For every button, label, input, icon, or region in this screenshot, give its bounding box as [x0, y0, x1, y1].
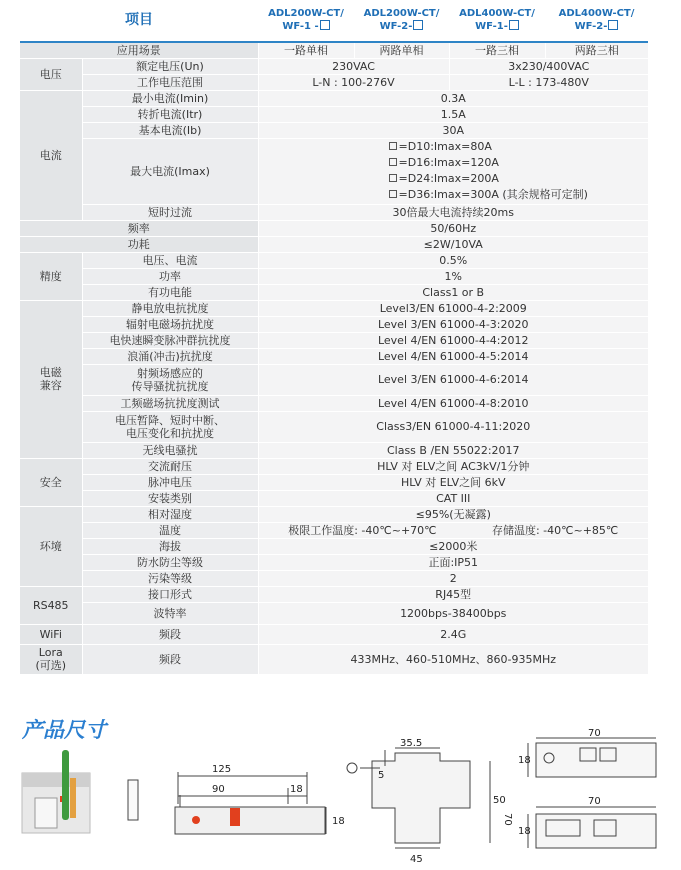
row-safety-2	[20, 474, 648, 490]
value-power: ≤2W/10VA	[258, 236, 648, 252]
dim-front-18b: 18	[332, 816, 345, 827]
row-accuracy-vi	[20, 252, 648, 268]
imax-line-2	[389, 155, 588, 171]
value-accuracy-power: 1%	[258, 268, 648, 284]
checkbox-icon	[389, 142, 397, 150]
checkbox-icon	[509, 20, 519, 30]
group-accuracy: 精度	[20, 252, 82, 300]
value-temperature	[258, 522, 648, 538]
value-application-1: 一路单相	[258, 42, 354, 58]
model-4-line1: ADL400W-CT/	[558, 8, 635, 19]
value-accuracy-vi: 0.5%	[258, 252, 648, 268]
row-ip	[20, 554, 648, 570]
value-frequency: 50/60Hz	[258, 220, 648, 236]
imax-line-1-text: =D10:Imax=80A	[398, 140, 492, 153]
row-accuracy-energy	[20, 284, 648, 300]
checkbox-icon	[413, 20, 423, 30]
label-safety-3: 安装类别	[82, 490, 258, 506]
row-emc-8	[20, 442, 648, 458]
label-emc-7	[82, 411, 258, 442]
value-rs485-baud: 1200bps-38400bps	[258, 602, 648, 624]
top-view-drawing	[528, 738, 656, 777]
value-safety-1: HLV 对 ELV之间 AC3kV/1分钟	[258, 458, 648, 474]
row-short-overcurrent	[20, 204, 648, 220]
group-environment: 环境	[20, 506, 82, 586]
label-rated-voltage: 额定电压(Un)	[82, 58, 258, 74]
checkbox-icon	[389, 190, 397, 198]
label-short-overcurrent: 短时过流	[82, 204, 258, 220]
label-lora: 频段	[82, 644, 258, 674]
label-emc-5-line1: 射频场感应的	[137, 366, 203, 380]
bottom-view-drawing	[528, 807, 656, 848]
header-title-cell	[20, 0, 258, 42]
value-rated-voltage-2: 3x230/400VAC	[449, 58, 648, 74]
label-accuracy-power: 功率	[82, 268, 258, 284]
model-4-line2: WF-2-	[574, 21, 608, 32]
label-emc-3: 电快速瞬变脉冲群抗扰度	[82, 332, 258, 348]
value-emc-1: Level3/EN 61000-4-2:2009	[258, 300, 648, 316]
group-safety: 安全	[20, 458, 82, 506]
row-altitude	[20, 538, 648, 554]
dimensions-title: 产品尺寸	[22, 718, 106, 742]
label-application: 应用场景	[20, 42, 258, 58]
label-imin: 最小电流(Imin)	[82, 90, 258, 106]
model-4	[545, 0, 648, 42]
dim-bottom-18: 18	[518, 826, 531, 837]
value-itr: 1.5A	[258, 106, 648, 122]
header-row	[20, 0, 648, 42]
value-pollution: 2	[258, 570, 648, 586]
group-emc	[20, 300, 82, 458]
row-safety-3	[20, 490, 648, 506]
value-application-2: 两路单相	[354, 42, 449, 58]
label-emc-4: 浪涌(冲击)抗扰度	[82, 348, 258, 364]
label-safety-1: 交流耐压	[82, 458, 258, 474]
model-1	[258, 0, 354, 42]
row-power	[20, 236, 648, 252]
row-ib	[20, 122, 648, 138]
label-accuracy-energy: 有功电能	[82, 284, 258, 300]
label-safety-2: 脉冲电压	[82, 474, 258, 490]
model-3-line1: ADL400W-CT/	[459, 8, 535, 19]
value-temperature-storage: 存储温度: -40℃~+85℃	[491, 523, 619, 537]
label-frequency: 频率	[20, 220, 258, 236]
value-voltage-range-1: L-N : 100-276V	[258, 74, 449, 90]
label-temperature: 温度	[82, 522, 258, 538]
imax-line-4	[389, 187, 588, 203]
dim-side-5: 5	[378, 770, 385, 781]
row-emc-6	[20, 395, 648, 411]
group-current: 电流	[20, 90, 82, 220]
label-emc-5-line2: 传导骚扰抗扰度	[131, 379, 209, 393]
row-humidity	[20, 506, 648, 522]
value-ib: 30A	[258, 122, 648, 138]
row-imax	[20, 138, 648, 204]
value-short-overcurrent: 30倍最大电流持续20ms	[258, 204, 648, 220]
value-emc-8: Class B /EN 55022:2017	[258, 442, 648, 458]
group-lora	[20, 644, 82, 674]
label-emc-1: 静电放电抗扰度	[82, 300, 258, 316]
label-power: 功耗	[20, 236, 258, 252]
row-emc-3	[20, 332, 648, 348]
dim-front-90: 90	[212, 784, 225, 795]
label-emc-8: 无线电骚扰	[82, 442, 258, 458]
checkbox-icon	[608, 20, 618, 30]
row-imin	[20, 90, 648, 106]
dim-bottom-70: 70	[588, 796, 601, 807]
model-2-line1: ADL200W-CT/	[363, 8, 440, 19]
imax-line-3	[389, 171, 588, 187]
row-itr	[20, 106, 648, 122]
label-rs485-iface: 接口形式	[82, 586, 258, 602]
dim-side-70: 70	[502, 813, 513, 826]
value-wifi: 2.4G	[258, 624, 648, 644]
row-pollution	[20, 570, 648, 586]
row-emc-4	[20, 348, 648, 364]
model-2-line2: WF-2-	[379, 21, 413, 32]
label-itr: 转折电流(Itr)	[82, 106, 258, 122]
label-pollution: 污染等级	[82, 570, 258, 586]
label-ip: 防水防尘等级	[82, 554, 258, 570]
group-lora-line2: (可选)	[35, 659, 67, 672]
value-emc-5: Level 3/EN 61000-4-6:2014	[258, 364, 648, 395]
model-1-line2: WF-1 -	[282, 21, 319, 32]
dim-top-70: 70	[588, 728, 601, 739]
value-emc-2: Level 3/EN 61000-4-3:2020	[258, 316, 648, 332]
value-emc-7: Class3/EN 61000-4-11:2020	[258, 411, 648, 442]
row-voltage-range	[20, 74, 648, 90]
value-voltage-range-2: L-L : 173-480V	[449, 74, 648, 90]
row-frequency	[20, 220, 648, 236]
side-view-drawing	[347, 748, 490, 848]
dim-front-125: 125	[212, 764, 232, 775]
imax-line-2-text: =D16:Imax=120A	[398, 156, 499, 169]
row-safety-1	[20, 458, 648, 474]
label-emc-7-line2: 电压变化和抗扰度	[126, 426, 214, 440]
group-emc-line1: 电磁	[39, 366, 62, 379]
imax-line-4-text: =D36:Imax=300A (其余规格可定制)	[398, 188, 588, 201]
row-emc-1	[20, 300, 648, 316]
value-emc-3: Level 4/EN 61000-4-4:2012	[258, 332, 648, 348]
value-rated-voltage-1: 230VAC	[258, 58, 449, 74]
spec-table	[20, 0, 648, 675]
value-application-4: 两路三相	[545, 42, 648, 58]
label-humidity: 相对湿度	[82, 506, 258, 522]
value-temperature-operating: 极限工作温度: -40℃~+70℃	[288, 523, 437, 537]
label-wifi: 频段	[82, 624, 258, 644]
header-title: 项目	[125, 12, 153, 28]
dim-front-18a: 18	[290, 784, 303, 795]
row-lora	[20, 644, 648, 674]
row-emc-5	[20, 364, 648, 395]
label-altitude: 海拔	[82, 538, 258, 554]
group-lora-line1: Lora	[38, 646, 63, 659]
group-rs485: RS485	[20, 586, 82, 624]
model-1-line1: ADL200W-CT/	[268, 8, 344, 19]
group-wifi: WiFi	[20, 624, 82, 644]
dim-side-35: 35.5	[400, 738, 423, 749]
value-lora: 433MHz、460-510MHz、860-935MHz	[258, 644, 648, 674]
value-accuracy-energy: Class1 or B	[258, 284, 648, 300]
dim-side-50: 50	[493, 795, 506, 806]
row-application	[20, 42, 648, 58]
value-safety-2: HLV 对 ELV之间 6kV	[258, 474, 648, 490]
label-ib: 基本电流(Ib)	[82, 122, 258, 138]
label-emc-5	[82, 364, 258, 395]
value-rs485-iface: RJ45型	[258, 586, 648, 602]
label-emc-2: 辐射电磁场抗扰度	[82, 316, 258, 332]
label-rs485-baud: 波特率	[82, 602, 258, 624]
checkbox-icon	[389, 158, 397, 166]
row-accuracy-power	[20, 268, 648, 284]
value-ip: 正面:IP51	[258, 554, 648, 570]
value-application-3: 一路三相	[449, 42, 545, 58]
label-emc-7-line1: 电压暂降、短时中断、	[115, 413, 225, 427]
row-rs485-baud	[20, 602, 648, 624]
model-3	[449, 0, 545, 42]
value-altitude: ≤2000米	[258, 538, 648, 554]
label-emc-6: 工频磁场抗扰度测试	[82, 395, 258, 411]
label-accuracy-vi: 电压、电流	[82, 252, 258, 268]
value-imax	[258, 138, 648, 204]
checkbox-icon	[389, 174, 397, 182]
group-voltage: 电压	[20, 58, 82, 90]
checkbox-icon	[320, 20, 330, 30]
product-photo	[22, 750, 90, 833]
dim-top-18: 18	[518, 755, 531, 766]
value-emc-4: Level 4/EN 61000-4-5:2014	[258, 348, 648, 364]
label-imax: 最大电流(Imax)	[82, 138, 258, 204]
imax-line-3-text: =D24:Imax=200A	[398, 172, 499, 185]
row-emc-2	[20, 316, 648, 332]
row-wifi	[20, 624, 648, 644]
label-voltage-range: 工作电压范围	[82, 74, 258, 90]
front-view-drawing	[128, 772, 326, 834]
model-2	[354, 0, 449, 42]
row-rated-voltage	[20, 58, 648, 74]
dim-side-45: 45	[410, 854, 423, 865]
value-emc-6: Level 4/EN 61000-4-8:2010	[258, 395, 648, 411]
value-imin: 0.3A	[258, 90, 648, 106]
group-emc-line2: 兼容	[39, 379, 62, 392]
row-emc-7	[20, 411, 648, 442]
model-3-line2: WF-1-	[475, 21, 508, 32]
row-rs485-iface	[20, 586, 648, 602]
imax-line-1	[389, 139, 588, 155]
row-temperature	[20, 522, 648, 538]
value-humidity: ≤95%(无凝露)	[258, 506, 648, 522]
value-safety-3: CAT III	[258, 490, 648, 506]
